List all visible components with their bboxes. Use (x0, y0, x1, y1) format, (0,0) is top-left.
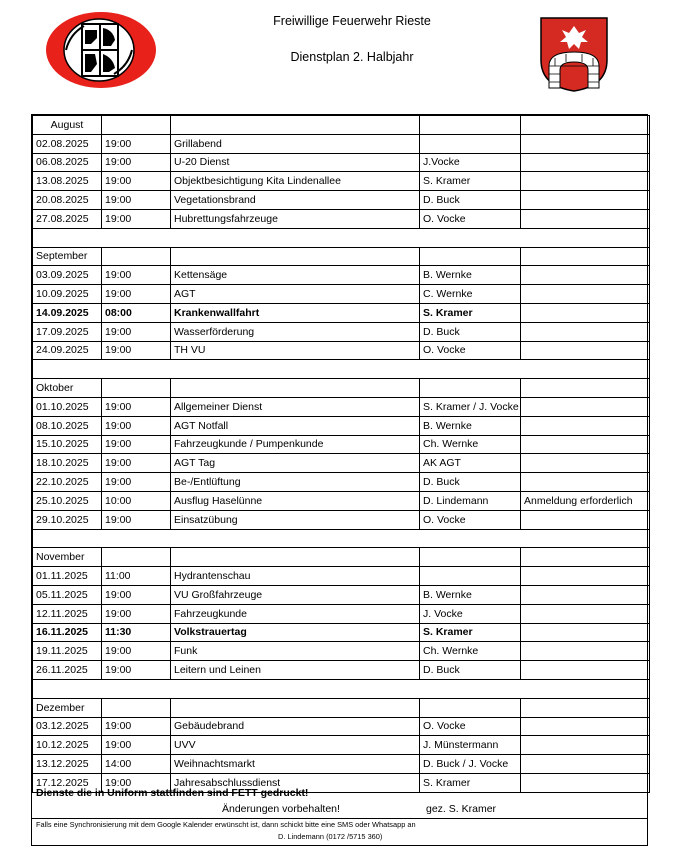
note-cell (521, 510, 650, 529)
time-cell: 19:00 (102, 172, 171, 191)
topic-cell: Weihnachtsmarkt (171, 755, 420, 774)
date-cell: 12.11.2025 (33, 604, 102, 623)
empty-cell (171, 379, 420, 398)
spacer-row (33, 360, 650, 379)
empty-cell (521, 116, 650, 135)
time-cell: 19:00 (102, 717, 171, 736)
month-label: November (33, 548, 102, 567)
empty-cell (521, 529, 650, 548)
table-row (33, 755, 650, 774)
empty-cell (102, 698, 171, 717)
table-row (33, 604, 650, 623)
date-cell: 02.08.2025 (33, 134, 102, 153)
lead-cell: AK AGT (420, 454, 521, 473)
topic-cell: Leitern und Leinen (171, 661, 420, 680)
month-label: Oktober (33, 379, 102, 398)
uniform-note: Dienste die in Uniform stattfinden sind FETT gedruckt! (36, 787, 309, 799)
date-cell: 05.11.2025 (33, 585, 102, 604)
note-cell (521, 322, 650, 341)
time-cell: 19:00 (102, 397, 171, 416)
note-cell (521, 266, 650, 285)
date-cell: 03.09.2025 (33, 266, 102, 285)
topic-cell: Hubrettungsfahrzeuge (171, 209, 420, 228)
topic-cell: Vegetationsbrand (171, 191, 420, 210)
empty-cell (171, 360, 420, 379)
time-cell: 19:00 (102, 736, 171, 755)
topic-cell: Krankenwallfahrt (171, 303, 420, 322)
time-cell: 19:00 (102, 642, 171, 661)
lead-cell: O. Vocke (420, 209, 521, 228)
date-cell: 18.10.2025 (33, 454, 102, 473)
topic-cell: TH VU (171, 341, 420, 360)
month-header-row (33, 116, 650, 135)
topic-cell: Allgemeiner Dienst (171, 397, 420, 416)
time-cell: 08:00 (102, 303, 171, 322)
time-cell: 19:00 (102, 585, 171, 604)
note-cell (521, 303, 650, 322)
table-row (33, 491, 650, 510)
time-cell: 19:00 (102, 416, 171, 435)
table-row (33, 416, 650, 435)
lead-cell: D. Buck (420, 661, 521, 680)
lead-cell (420, 567, 521, 586)
month-header-row (33, 379, 650, 398)
topic-cell: AGT Notfall (171, 416, 420, 435)
lead-cell: J. Münstermann (420, 736, 521, 755)
empty-cell (102, 529, 171, 548)
table-row (33, 473, 650, 492)
month-header-row (33, 247, 650, 266)
empty-cell (420, 247, 521, 266)
note-cell (521, 755, 650, 774)
date-cell: 08.10.2025 (33, 416, 102, 435)
lead-cell: S. Kramer (420, 172, 521, 191)
lead-cell: D. Buck (420, 191, 521, 210)
page-title: Freiwillige Feuerwehr Rieste (273, 14, 431, 28)
table-row (33, 153, 650, 172)
time-cell: 19:00 (102, 285, 171, 304)
topic-cell: Ausflug Haselünne (171, 491, 420, 510)
time-cell: 19:00 (102, 134, 171, 153)
note-cell (521, 435, 650, 454)
date-cell: 19.11.2025 (33, 642, 102, 661)
time-cell: 10:00 (102, 491, 171, 510)
date-cell: 14.09.2025 (33, 303, 102, 322)
date-cell: 27.08.2025 (33, 209, 102, 228)
empty-cell (420, 228, 521, 247)
empty-cell (171, 228, 420, 247)
empty-cell (420, 529, 521, 548)
municipal-crest-icon (538, 16, 610, 92)
time-cell: 19:00 (102, 153, 171, 172)
changes-note: Änderungen vorbehalten! (222, 803, 340, 815)
lead-cell: B. Wernke (420, 416, 521, 435)
topic-cell: Be-/Entlüftung (171, 473, 420, 492)
empty-cell (521, 679, 650, 698)
table-row (33, 172, 650, 191)
note-cell (521, 153, 650, 172)
lead-cell: D. Buck / J. Vocke (420, 755, 521, 774)
empty-cell (102, 247, 171, 266)
note-cell (521, 585, 650, 604)
note-cell (521, 454, 650, 473)
empty-cell (102, 548, 171, 567)
empty-cell (521, 360, 650, 379)
table-row (33, 567, 650, 586)
month-header-row (33, 698, 650, 717)
fire-brigade-emblem-icon (44, 10, 158, 90)
footer-divider (32, 818, 647, 819)
table-row (33, 623, 650, 642)
lead-cell: O. Vocke (420, 341, 521, 360)
topic-cell: Gebäudebrand (171, 717, 420, 736)
note-cell (521, 172, 650, 191)
lead-cell (420, 134, 521, 153)
empty-cell (102, 679, 171, 698)
table-row (33, 510, 650, 529)
date-cell: 24.09.2025 (33, 341, 102, 360)
date-cell: 03.12.2025 (33, 717, 102, 736)
topic-cell: Wasserförderung (171, 322, 420, 341)
table-row (33, 435, 650, 454)
time-cell: 11:30 (102, 623, 171, 642)
note-cell (521, 397, 650, 416)
empty-cell (521, 247, 650, 266)
topic-cell: U-20 Dienst (171, 153, 420, 172)
empty-cell (420, 679, 521, 698)
empty-cell (420, 698, 521, 717)
table-row (33, 397, 650, 416)
signature-note: gez. S. Kramer (426, 803, 497, 815)
topic-cell: Jahresabschlussdienst (171, 773, 420, 792)
time-cell: 19:00 (102, 473, 171, 492)
lead-cell: B. Wernke (420, 266, 521, 285)
date-cell: 10.12.2025 (33, 736, 102, 755)
topic-cell: Funk (171, 642, 420, 661)
note-cell (521, 191, 650, 210)
time-cell: 19:00 (102, 341, 171, 360)
time-cell: 19:00 (102, 661, 171, 680)
spacer-row (33, 228, 650, 247)
topic-cell: Fahrzeugkunde (171, 604, 420, 623)
table-row (33, 303, 650, 322)
empty-cell (171, 698, 420, 717)
schedule-table (32, 115, 650, 793)
date-cell: 13.08.2025 (33, 172, 102, 191)
date-cell: 26.11.2025 (33, 661, 102, 680)
duty-roster (31, 114, 648, 846)
empty-cell (521, 698, 650, 717)
lead-cell: O. Vocke (420, 510, 521, 529)
spacer-row (33, 529, 650, 548)
lead-cell: Ch. Wernke (420, 435, 521, 454)
topic-cell: Hydrantenschau (171, 567, 420, 586)
table-row (33, 191, 650, 210)
date-cell: 13.12.2025 (33, 755, 102, 774)
empty-cell (521, 379, 650, 398)
lead-cell: O. Vocke (420, 717, 521, 736)
topic-cell: AGT (171, 285, 420, 304)
empty-cell (33, 529, 102, 548)
note-cell: Anmeldung erforderlich (521, 491, 650, 510)
empty-cell (102, 228, 171, 247)
topic-cell: VU Großfahrzeuge (171, 585, 420, 604)
table-row (33, 642, 650, 661)
time-cell: 19:00 (102, 604, 171, 623)
empty-cell (420, 116, 521, 135)
time-cell: 19:00 (102, 191, 171, 210)
empty-cell (102, 360, 171, 379)
date-cell: 17.09.2025 (33, 322, 102, 341)
note-cell (521, 416, 650, 435)
table-row (33, 717, 650, 736)
empty-cell (102, 116, 171, 135)
table-row (33, 661, 650, 680)
empty-cell (33, 228, 102, 247)
topic-cell: Objektbesichtigung Kita Lindenallee (171, 172, 420, 191)
topic-cell: Kettensäge (171, 266, 420, 285)
date-cell: 22.10.2025 (33, 473, 102, 492)
note-cell (521, 285, 650, 304)
note-cell (521, 341, 650, 360)
lead-cell: D. Lindemann (420, 491, 521, 510)
note-cell (521, 717, 650, 736)
empty-cell (420, 548, 521, 567)
note-cell (521, 604, 650, 623)
lead-cell: Ch. Wernke (420, 642, 521, 661)
date-cell: 01.10.2025 (33, 397, 102, 416)
table-row (33, 209, 650, 228)
empty-cell (521, 548, 650, 567)
table-row (33, 266, 650, 285)
empty-cell (102, 379, 171, 398)
note-cell (521, 567, 650, 586)
note-cell (521, 661, 650, 680)
time-cell: 11:00 (102, 567, 171, 586)
page-subtitle: Dienstplan 2. Halbjahr (290, 50, 414, 64)
lead-cell: C. Wernke (420, 285, 521, 304)
empty-cell (171, 679, 420, 698)
date-cell: 20.08.2025 (33, 191, 102, 210)
table-row (33, 322, 650, 341)
table-row (33, 454, 650, 473)
time-cell: 19:00 (102, 773, 171, 792)
lead-cell: S. Kramer (420, 623, 521, 642)
note-cell (521, 134, 650, 153)
month-label: Dezember (33, 698, 102, 717)
empty-cell (420, 379, 521, 398)
date-cell: 25.10.2025 (33, 491, 102, 510)
table-row (33, 285, 650, 304)
date-cell: 16.11.2025 (33, 623, 102, 642)
month-header-row (33, 548, 650, 567)
empty-cell (171, 529, 420, 548)
topic-cell: UVV (171, 736, 420, 755)
date-cell: 15.10.2025 (33, 435, 102, 454)
note-cell (521, 736, 650, 755)
empty-cell (171, 247, 420, 266)
time-cell: 19:00 (102, 510, 171, 529)
empty-cell (420, 360, 521, 379)
table-row (33, 134, 650, 153)
topic-cell: Grillabend (171, 134, 420, 153)
lead-cell: S. Kramer / J. Vocke (420, 397, 521, 416)
date-cell: 06.08.2025 (33, 153, 102, 172)
topic-cell: AGT Tag (171, 454, 420, 473)
note-cell (521, 473, 650, 492)
lead-cell: S. Kramer (420, 303, 521, 322)
time-cell: 19:00 (102, 454, 171, 473)
date-cell: 01.11.2025 (33, 567, 102, 586)
table-row (33, 341, 650, 360)
note-cell (521, 209, 650, 228)
topic-cell: Fahrzeugkunde / Pumpenkunde (171, 435, 420, 454)
note-cell (521, 623, 650, 642)
topic-cell: Einsatzübung (171, 510, 420, 529)
lead-cell: D. Buck (420, 322, 521, 341)
note-cell (521, 642, 650, 661)
contact-note: D. Lindemann (0172 /5715 360) (278, 832, 383, 841)
empty-cell (521, 228, 650, 247)
empty-cell (33, 360, 102, 379)
lead-cell: B. Wernke (420, 585, 521, 604)
empty-cell (171, 116, 420, 135)
lead-cell: S. Kramer (420, 773, 521, 792)
lead-cell: J.Vocke (420, 153, 521, 172)
time-cell: 19:00 (102, 266, 171, 285)
date-cell: 29.10.2025 (33, 510, 102, 529)
lead-cell: D. Buck (420, 473, 521, 492)
time-cell: 19:00 (102, 209, 171, 228)
time-cell: 14:00 (102, 755, 171, 774)
date-cell: 10.09.2025 (33, 285, 102, 304)
month-label: August (33, 116, 102, 135)
topic-cell: Volkstrauertag (171, 623, 420, 642)
spacer-row (33, 679, 650, 698)
empty-cell (171, 548, 420, 567)
empty-cell (33, 679, 102, 698)
time-cell: 19:00 (102, 435, 171, 454)
time-cell: 19:00 (102, 322, 171, 341)
lead-cell: J. Vocke (420, 604, 521, 623)
table-row (33, 585, 650, 604)
month-label: September (33, 247, 102, 266)
date-cell: 17.12.2025 (33, 773, 102, 792)
sync-note: Falls eine Synchronisierung mit dem Google Kalender erwünscht ist, dann schickt bitte eine SMS oder Whatsapp an (36, 820, 416, 829)
table-row (33, 736, 650, 755)
